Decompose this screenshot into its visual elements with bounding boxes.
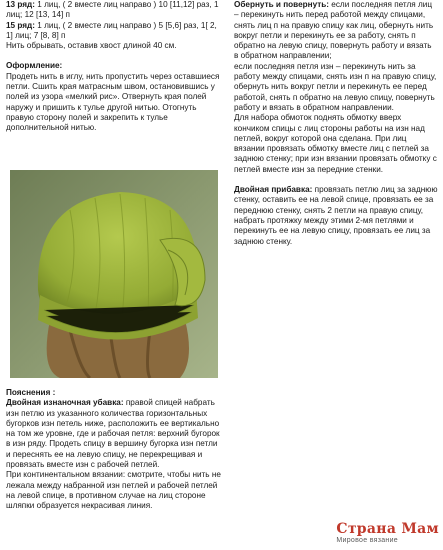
row-15-text: 1 лиц, ( 2 вместе лиц направо ) 5 [5,6] раз, 1[ 2, 1] лиц; 7 [8, 8] п	[6, 20, 217, 40]
row-13-label: 13 ряд:	[6, 0, 35, 9]
finish-text: Продеть нить в иглу, нить пропустить через оставшиеся петли. Сшить края матрасным швом, остановившись у полей из узора «мелкий рис». Отвернуть края полей наружу и пришить к тулье другой нитью. Отогнуть правую сторону полей и закрепить к тулье дополнительной нитью.	[6, 71, 220, 133]
row-15-label: 15 ряд:	[6, 20, 35, 30]
decrease-paragraph	[6, 398, 224, 470]
row-13-instruction	[6, 0, 224, 21]
hat-photo	[10, 170, 218, 378]
watermark-brand: Страна Мам	[336, 521, 439, 537]
finish-heading: Оформление:	[6, 61, 63, 71]
continental-text: При континентальном вязании: смотрите, чтобы нить не лежала между набранной изн петлей и рабочей петлей на левой спице, в противном случае на лиц стороне шляпки образуется некрасивая линия.	[6, 470, 221, 511]
decrease-label: Двойная изнаночная убавка:	[6, 398, 124, 408]
watermark-sub: Мировое вязание	[336, 537, 398, 544]
wrap-text-3: Для набора обмоток поднять обмотку вверх кончиком спицы с лиц стороны работы на изн над петлей, вокруг которой она сделана. При лиц вязании провязать обмотку вместе лиц с петлей за заднюю стенку; при изн вязании провязать обмотку с петлей вместе изн за передние стенки.	[234, 113, 437, 174]
row-13-text: 1 лиц, ( 2 вместе лиц направо ) 10 [11,12] раз, 1 лиц; 12 [13, 14] п	[6, 0, 219, 20]
increase-label: Двойная прибавка:	[234, 185, 313, 195]
left-column	[6, 0, 224, 134]
cut-thread-text: Нить обрывать, оставив хвост длиной 40 см.	[6, 41, 177, 51]
increase-text: провязать петлю лиц за заднюю стенку, оставить ее на левой спице, провязать ее за переднюю стенку, снять 2 петли на правую спицу, набрать протяжку между этими 2-мя петлями и перекинуть ее на левую спицу, провязать ее лиц за заднюю стенку.	[234, 185, 438, 246]
increase-paragraph	[234, 185, 438, 247]
site-watermark	[336, 521, 439, 544]
wrap-text-2: если последняя петля изн – перекинуть нить за работу между спицами, снять изн п на правую спицу, обернуть нить вокруг петли и перекинуть ее перед работой, снять п обратно на левую спицу, повернуть работу и вязать в обратном направлении.	[234, 61, 437, 112]
notes-heading: Пояснения :	[6, 388, 56, 397]
wrap-paragraph	[234, 0, 438, 62]
decrease-text: правой спицей набрать изн петлю из указанного количества горизонтальных бугорков изн петель ниже, расположить ее вертикально на том же уровне, где и рабочая петля: верхний бугорок в изн ряду. Продеть спицу в вершину бугорка изн петли и переснять ее на левую спицу, не перекрещивая и провязать вместе изн с рабочей петлей.	[6, 398, 220, 470]
notes-section	[6, 388, 224, 512]
row-15-instruction	[6, 21, 224, 42]
wrap-label: Обернуть и повернуть:	[234, 0, 329, 9]
wrap-text-1: если последняя петля лиц – перекинуть нить перед работой между спицами, снять лиц п на правую спицу как лиц, обернуть нить вокруг петли и перекинуть ее за работу, снять п обратно на левую спицу, повернуть работу и вязать в обратном направлении;	[234, 0, 434, 61]
hat-illustration	[10, 170, 218, 378]
right-column	[234, 0, 438, 247]
